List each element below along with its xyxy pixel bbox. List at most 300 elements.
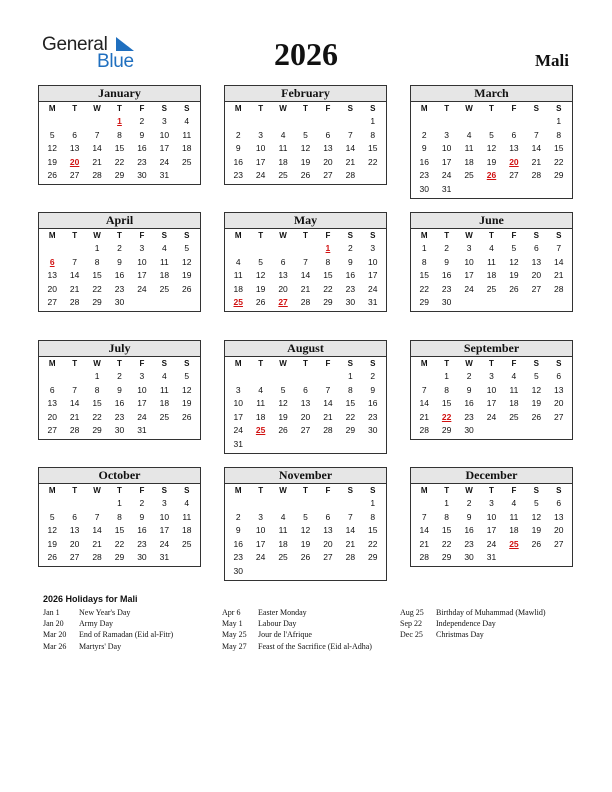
day: 4 (280, 129, 286, 140)
day: 22 (323, 283, 333, 294)
day: 11 (159, 384, 169, 395)
holidays-column (222, 607, 372, 652)
day: 2 (370, 371, 376, 381)
empty-day (294, 242, 316, 256)
weekday-header: T (72, 486, 78, 495)
weekday-header: S (370, 486, 376, 495)
weekday-header: F (325, 486, 331, 495)
holiday-date: May 25 (222, 630, 247, 640)
day: 16 (137, 143, 147, 154)
day: 26 (531, 411, 542, 422)
day: 2 (235, 511, 241, 522)
weekday-header: T (117, 359, 122, 368)
weekday-header: W (279, 231, 287, 240)
day: 24 (255, 170, 266, 181)
day: 9 (139, 129, 145, 140)
month-title: February (225, 86, 386, 102)
empty-day (63, 242, 85, 256)
day: 17 (137, 398, 147, 409)
weekday-header: W (279, 104, 287, 113)
weekday-header: S (184, 486, 190, 495)
month-days (39, 484, 200, 565)
day: 19 (182, 270, 192, 281)
weekday-header: S (347, 359, 354, 368)
day: 29 (441, 425, 452, 436)
month-1 (224, 85, 387, 185)
weekday-header: S (161, 104, 168, 113)
day: 8 (444, 511, 449, 522)
day: 20 (554, 525, 564, 536)
day: 7 (72, 256, 77, 267)
holiday-date: Sep 22 (400, 619, 422, 629)
day: 7 (347, 511, 353, 522)
day: 6 (280, 256, 286, 267)
day: 3 (258, 129, 263, 140)
day: 13 (69, 525, 80, 536)
day: 28 (531, 170, 542, 181)
day: 14 (92, 143, 102, 154)
day: 30 (137, 552, 147, 563)
day: 8 (444, 384, 449, 395)
day: 30 (114, 425, 125, 436)
weekday-header: F (139, 231, 145, 240)
day: 14 (531, 143, 542, 154)
day: 3 (139, 371, 145, 381)
day: 21 (554, 270, 564, 281)
day: 28 (92, 552, 102, 563)
holiday-date: May 27 (222, 641, 247, 651)
empty-day (41, 497, 63, 511)
day: 7 (303, 256, 308, 267)
day: 17 (486, 398, 497, 409)
month-8 (410, 340, 573, 440)
month-11 (410, 467, 573, 567)
day: 18 (509, 525, 519, 536)
day: 11 (182, 511, 192, 522)
day: 7 (347, 129, 353, 140)
weekday-header: S (184, 359, 190, 368)
day: 26 (255, 297, 266, 308)
day: 21 (92, 156, 102, 167)
month-title: January (39, 86, 200, 102)
day: 29 (92, 425, 102, 436)
empty-day (227, 242, 249, 256)
day: 13 (47, 398, 57, 409)
day: 28 (69, 297, 80, 308)
day: 9 (117, 384, 122, 395)
weekday-header: W (93, 231, 101, 240)
day: 21 (419, 411, 429, 422)
weekday-header: F (511, 486, 517, 495)
day: 22 (92, 411, 102, 422)
day: 2 (421, 129, 427, 140)
month-title: November (225, 468, 386, 484)
day: 25 (278, 170, 288, 181)
day: 22 (345, 411, 356, 422)
day: 19 (47, 538, 57, 549)
day: 27 (300, 425, 311, 436)
month-9 (38, 467, 201, 567)
day: 13 (278, 270, 288, 281)
weekday-header: T (444, 486, 450, 495)
weekday-header: T (303, 231, 308, 240)
holiday-row (222, 629, 372, 640)
day: 27 (323, 170, 333, 181)
day: 17 (137, 270, 147, 281)
day: 23 (441, 283, 452, 294)
day: 7 (556, 243, 562, 253)
weekday-header: S (556, 486, 562, 495)
day: 30 (441, 297, 452, 308)
weekday-header: T (258, 231, 264, 240)
day: 26 (182, 283, 192, 294)
day: 13 (323, 143, 333, 154)
empty-day (294, 370, 316, 384)
holiday-date: Aug 25 (400, 608, 424, 617)
day: 24 (159, 156, 170, 167)
holiday-date: Mar 20 (43, 630, 67, 640)
day: 18 (182, 525, 192, 536)
day: 30 (368, 425, 378, 436)
month-0 (38, 85, 201, 185)
day: 13 (300, 398, 311, 409)
holiday-name: End of Ramadan (Eid al-Fitr) (79, 630, 174, 640)
empty-day (41, 242, 63, 256)
day: 22 (368, 538, 378, 549)
day: 31 (137, 425, 147, 436)
day: 20 (47, 411, 57, 422)
month-title: March (411, 86, 572, 102)
empty-day (227, 370, 249, 384)
day: 9 (466, 511, 472, 522)
day: 2 (117, 243, 122, 253)
day: 27 (554, 411, 564, 422)
empty-day (339, 115, 361, 129)
day: 10 (486, 511, 497, 522)
day: 26 (300, 170, 311, 181)
day: 8 (421, 256, 427, 267)
day: 10 (368, 256, 378, 267)
day: 16 (233, 156, 243, 167)
day: 7 (72, 384, 77, 395)
day: 9 (370, 384, 376, 395)
day: 23 (233, 552, 243, 563)
month-days (411, 229, 572, 310)
weekday-header: M (234, 104, 242, 113)
empty-day (413, 497, 435, 511)
day: 17 (486, 525, 497, 536)
day: 15 (368, 143, 378, 154)
day: 31 (159, 170, 170, 181)
day: 14 (69, 270, 80, 281)
country-name: Mali (535, 51, 569, 70)
day: 23 (368, 411, 378, 422)
day: 15 (114, 525, 125, 536)
weekday-header: W (279, 486, 287, 495)
empty-day (249, 115, 271, 129)
day: 21 (419, 538, 429, 549)
day: 12 (300, 525, 311, 536)
day: 13 (509, 143, 519, 154)
day: 21 (531, 156, 542, 167)
day: 10 (159, 511, 170, 522)
day: 20 (278, 283, 288, 294)
day: 8 (370, 129, 376, 140)
empty-day (86, 497, 108, 511)
day: 10 (137, 256, 147, 267)
day: 19 (47, 156, 57, 167)
day: 2 (347, 243, 353, 253)
day: 3 (489, 498, 494, 508)
month-title: May (225, 213, 386, 229)
day: 15 (323, 270, 333, 281)
day: 16 (419, 156, 429, 167)
day: 21 (300, 283, 311, 294)
day: 8 (370, 511, 376, 522)
day: 26 (47, 552, 57, 563)
day: 6 (533, 243, 539, 253)
day: 12 (300, 143, 311, 154)
day: 12 (182, 384, 192, 395)
holiday-date: Jan 1 (43, 608, 60, 617)
day: 9 (421, 143, 427, 154)
day: 30 (114, 297, 125, 308)
empty-day (435, 115, 457, 129)
day: 30 (345, 297, 356, 308)
month-5 (410, 212, 573, 312)
weekday-header: W (93, 104, 101, 113)
day: 14 (419, 398, 429, 409)
day: 17 (233, 411, 243, 422)
day: 27 (531, 283, 542, 294)
day: 1 (556, 116, 562, 126)
empty-day (249, 370, 271, 384)
month-4 (224, 212, 387, 312)
weekday-header: F (511, 359, 517, 368)
day: 5 (511, 243, 517, 253)
weekday-header: T (444, 104, 450, 113)
weekday-header: M (234, 359, 242, 368)
empty-day (272, 497, 294, 511)
weekday-header: T (72, 231, 78, 240)
month-days (39, 357, 200, 438)
empty-day (317, 370, 339, 384)
day: 11 (278, 143, 288, 154)
month-7 (224, 340, 387, 454)
day: 10 (233, 398, 243, 409)
weekday-header: S (184, 104, 190, 113)
day: 2 (235, 129, 241, 140)
weekday-header: S (370, 231, 376, 240)
day: 18 (159, 270, 170, 281)
day: 30 (233, 565, 243, 576)
day: 28 (345, 170, 356, 181)
day: 10 (486, 384, 497, 395)
day: 12 (531, 511, 542, 522)
weekday-header: M (420, 231, 428, 240)
holiday-date: Mar 26 (43, 641, 67, 651)
holiday-row (43, 607, 173, 618)
day: 28 (419, 425, 429, 436)
holiday-day: 20 (69, 156, 80, 167)
weekday-header: T (303, 486, 308, 495)
day: 1 (94, 371, 100, 381)
weekday-header: W (93, 359, 101, 368)
day: 22 (92, 283, 102, 294)
day: 23 (233, 170, 243, 181)
day: 13 (531, 256, 542, 267)
day: 11 (233, 270, 243, 281)
day: 24 (137, 283, 147, 294)
day: 3 (489, 371, 494, 381)
day: 28 (323, 425, 333, 436)
holiday-day: 1 (325, 243, 331, 253)
day: 7 (421, 384, 427, 395)
weekday-header: M (48, 486, 56, 495)
day: 5 (49, 129, 55, 140)
day: 14 (69, 398, 80, 409)
day: 10 (255, 525, 266, 536)
weekday-header: M (420, 104, 428, 113)
empty-day (249, 242, 271, 256)
holiday-name: New Year's Day (79, 608, 131, 617)
empty-day (249, 497, 271, 511)
page-title-year: 2026 (274, 36, 338, 72)
month-2 (410, 85, 573, 199)
day: 26 (182, 411, 192, 422)
day: 24 (368, 283, 378, 294)
day: 22 (441, 538, 452, 549)
empty-day (86, 115, 108, 129)
day: 1 (444, 498, 449, 508)
weekday-header: T (72, 359, 78, 368)
empty-day (339, 497, 361, 511)
weekday-header: F (325, 359, 331, 368)
weekday-header: T (444, 231, 450, 240)
holiday-row (43, 641, 173, 652)
day: 16 (114, 270, 125, 281)
day: 25 (159, 283, 170, 294)
day: 29 (92, 297, 102, 308)
day: 22 (554, 156, 564, 167)
holiday-date: Dec 25 (400, 630, 423, 640)
day: 7 (421, 511, 427, 522)
holiday-day: 1 (117, 116, 122, 126)
day: 9 (444, 256, 449, 267)
holiday-row (400, 618, 546, 629)
month-title: December (411, 468, 572, 484)
day: 21 (345, 538, 356, 549)
month-days (225, 229, 386, 310)
day: 21 (323, 411, 333, 422)
day: 14 (419, 525, 429, 536)
weekday-header: F (139, 359, 145, 368)
day: 23 (345, 283, 356, 294)
day: 9 (235, 525, 241, 536)
day: 8 (94, 256, 100, 267)
empty-day (272, 370, 294, 384)
holiday-row (43, 629, 173, 640)
holiday-date: Apr 6 (222, 608, 241, 617)
day: 5 (49, 511, 55, 522)
month-days (39, 102, 200, 183)
weekday-header: S (184, 231, 190, 240)
day: 31 (368, 297, 378, 308)
month-days (411, 484, 572, 565)
day: 19 (531, 525, 542, 536)
day: 25 (182, 156, 192, 167)
empty-day (63, 497, 85, 511)
day: 22 (419, 283, 429, 294)
day: 21 (69, 411, 80, 422)
month-3 (38, 212, 201, 312)
day: 23 (137, 538, 147, 549)
day: 16 (464, 525, 474, 536)
weekday-header: W (465, 231, 473, 240)
day: 27 (47, 297, 57, 308)
day: 23 (464, 538, 474, 549)
day: 25 (509, 411, 519, 422)
weekday-header: S (161, 486, 168, 495)
empty-day (294, 497, 316, 511)
weekday-header: S (370, 104, 376, 113)
day: 17 (368, 270, 378, 281)
day: 29 (419, 297, 429, 308)
day: 17 (255, 538, 266, 549)
day: 4 (161, 243, 167, 253)
weekday-header: S (556, 359, 562, 368)
holiday-date: Jan 20 (43, 619, 64, 629)
holiday-day: 27 (278, 297, 288, 308)
empty-day (317, 497, 339, 511)
day: 7 (533, 129, 539, 140)
day: 29 (441, 552, 452, 563)
day: 7 (94, 129, 100, 140)
day: 18 (278, 156, 288, 167)
day: 8 (347, 384, 353, 395)
day: 13 (69, 143, 80, 154)
day: 6 (325, 129, 331, 140)
day: 28 (300, 297, 311, 308)
day: 18 (509, 398, 519, 409)
day: 10 (441, 143, 452, 154)
day: 11 (278, 525, 288, 536)
day: 9 (139, 511, 145, 522)
holiday-row (43, 618, 173, 629)
day: 4 (161, 371, 167, 381)
holiday-name: Jour de l'Afrique (258, 630, 312, 640)
day: 24 (233, 425, 243, 436)
day: 2 (466, 371, 472, 381)
day: 14 (554, 256, 564, 267)
month-days (39, 229, 200, 310)
day: 12 (486, 143, 497, 154)
day: 12 (509, 256, 519, 267)
day: 7 (325, 384, 331, 395)
day: 21 (345, 156, 356, 167)
weekday-header: W (93, 486, 101, 495)
day: 15 (441, 398, 452, 409)
day: 5 (533, 371, 539, 381)
holiday-row (400, 607, 546, 618)
day: 24 (137, 411, 147, 422)
holiday-day: 26 (486, 170, 497, 181)
holiday-date: May 1 (222, 619, 243, 629)
empty-day (227, 115, 249, 129)
day: 5 (258, 256, 263, 267)
holidays-column (400, 607, 546, 641)
day: 14 (345, 525, 356, 536)
